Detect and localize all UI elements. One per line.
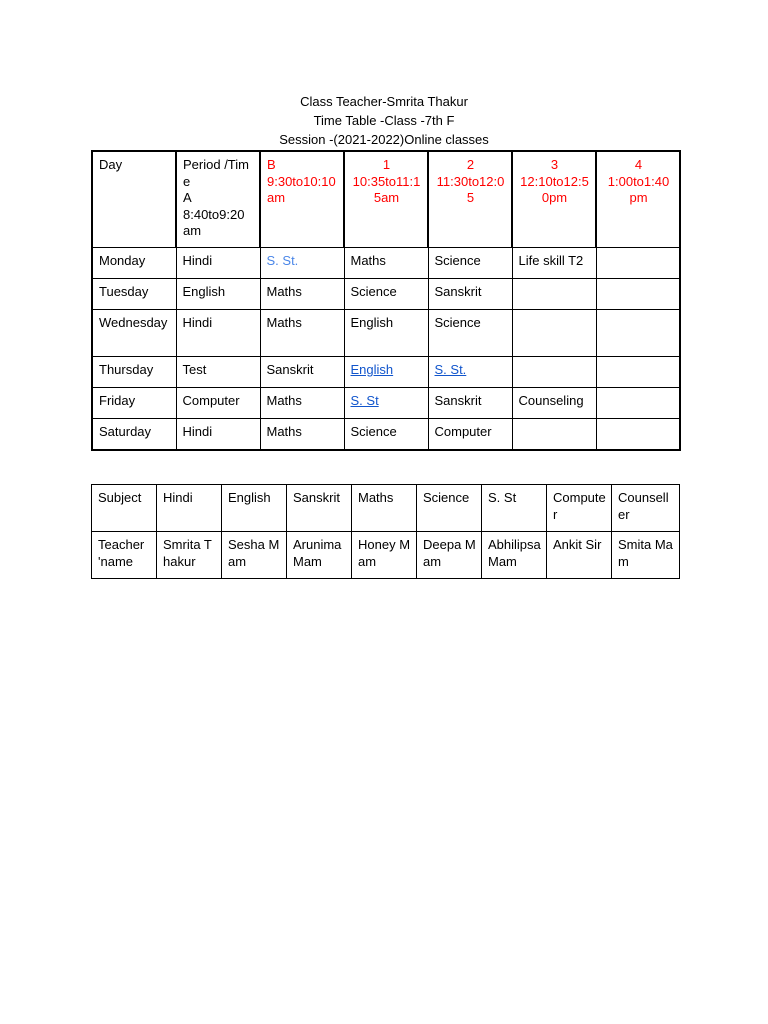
period-3-cell: Counseling (512, 388, 596, 419)
period-a-header (176, 151, 260, 248)
day-header: Day (92, 151, 176, 248)
period-1-cell: English (344, 310, 428, 357)
subject-cell: Hindi (157, 485, 222, 532)
period-4-cell (596, 310, 680, 357)
teacher-cell: Honey Mam (352, 532, 417, 579)
teacher-cell: Deepa Mam (417, 532, 482, 579)
teacher-cell: Sesha Mam (222, 532, 287, 579)
period-3-cell: Life skill T2 (512, 248, 596, 279)
period-4-time: 1:00to1:40 pm (607, 173, 670, 205)
day-cell: Saturday (92, 419, 176, 451)
period-2-cell: Science (428, 248, 512, 279)
class-teacher-line: Class Teacher-Smrita Thakur (300, 94, 468, 109)
day-cell: Tuesday (92, 279, 176, 310)
period-4-header (596, 151, 680, 248)
subject-cell: Science (417, 485, 482, 532)
teacher-cell: Abhilipsa Mam (482, 532, 547, 579)
document-header (0, 92, 768, 149)
table-row (92, 279, 680, 310)
period-3-cell (512, 279, 596, 310)
period-b-header (260, 151, 344, 248)
day-cell: Friday (92, 388, 176, 419)
period-4-cell (596, 279, 680, 310)
period-1-cell: Science (344, 419, 428, 451)
period-4-cell (596, 388, 680, 419)
period-2-cell: Sanskrit (428, 279, 512, 310)
period-2-time: 11:30to12:05 (436, 173, 505, 205)
period-4-cell (596, 357, 680, 388)
s-st-link[interactable]: S. St (350, 393, 379, 408)
subject-cell: Maths (352, 485, 417, 532)
subject-cell: Sanskrit (287, 485, 352, 532)
period-b-cell: Sanskrit (260, 357, 344, 388)
day-cell: Thursday (92, 357, 176, 388)
day-cell: Monday (92, 248, 176, 279)
day-cell: Wednesday (92, 310, 176, 357)
subject-cell: Computer (547, 485, 612, 532)
teacher-cell: Smrita Thakur (157, 532, 222, 579)
teacher-cell: Ankit Sir (547, 532, 612, 579)
period-1-cell (344, 357, 428, 388)
period-1-header (344, 151, 428, 248)
table-row (92, 357, 680, 388)
period-4-label: 4 (634, 157, 643, 172)
period-3-cell (512, 419, 596, 451)
subject-label: Subject (92, 485, 157, 532)
table-row (92, 248, 680, 279)
subject-cell: S. St (482, 485, 547, 532)
period-2-cell: Science (428, 310, 512, 357)
teacher-row (92, 532, 680, 579)
table-row (92, 419, 680, 451)
period-time-label: Period /Time (183, 157, 249, 189)
period-1-time: 10:35to11:15am (352, 173, 421, 205)
period-1-cell (344, 388, 428, 419)
teacher-cell: Arunima Mam (287, 532, 352, 579)
period-b-cell: Maths (260, 310, 344, 357)
period-2-label: 2 (466, 157, 475, 172)
period-1-cell: Maths (344, 248, 428, 279)
period-b-cell: Maths (260, 388, 344, 419)
english-link[interactable]: English (350, 362, 394, 377)
period-a-time: 8:40to9:20 am (183, 206, 245, 238)
table-row (92, 310, 680, 357)
period-b-cell: Maths (260, 419, 344, 451)
teacher-cell: Smita Mam (612, 532, 680, 579)
period-3-cell (512, 357, 596, 388)
period-1-label: 1 (382, 157, 391, 172)
timetable (91, 150, 681, 451)
period-3-header (512, 151, 596, 248)
teacher-label: Teacher 'name (92, 532, 157, 579)
timetable-header-row (92, 151, 680, 248)
period-1-cell: Science (344, 279, 428, 310)
period-a-cell: Hindi (176, 248, 260, 279)
period-2-cell (428, 357, 512, 388)
subject-cell: Counseller (612, 485, 680, 532)
period-a-label: A (183, 190, 192, 205)
period-3-time: 12:10to12:50pm (520, 173, 589, 205)
period-a-cell: Hindi (176, 310, 260, 357)
subject-cell: English (222, 485, 287, 532)
period-4-cell (596, 419, 680, 451)
period-3-label: 3 (550, 157, 559, 172)
period-2-header (428, 151, 512, 248)
teacher-table (91, 484, 680, 579)
period-a-cell: English (176, 279, 260, 310)
period-2-cell: Computer (428, 419, 512, 451)
session-line: Session -(2021-2022)Online classes (279, 132, 489, 147)
period-4-cell (596, 248, 680, 279)
period-a-cell: Computer (176, 388, 260, 419)
subject-row (92, 485, 680, 532)
period-2-cell: Sanskrit (428, 388, 512, 419)
period-b-cell: Maths (260, 279, 344, 310)
period-a-cell: Test (176, 357, 260, 388)
period-b-cell: S. St. (260, 248, 344, 279)
period-b-time: 9:30to10:10am (267, 173, 336, 205)
period-a-cell: Hindi (176, 419, 260, 451)
table-row (92, 388, 680, 419)
period-3-cell (512, 310, 596, 357)
s-st-link[interactable]: S. St. (434, 362, 467, 377)
period-b-label: B (267, 157, 276, 172)
timetable-title: Time Table -Class -7th F (313, 113, 455, 128)
